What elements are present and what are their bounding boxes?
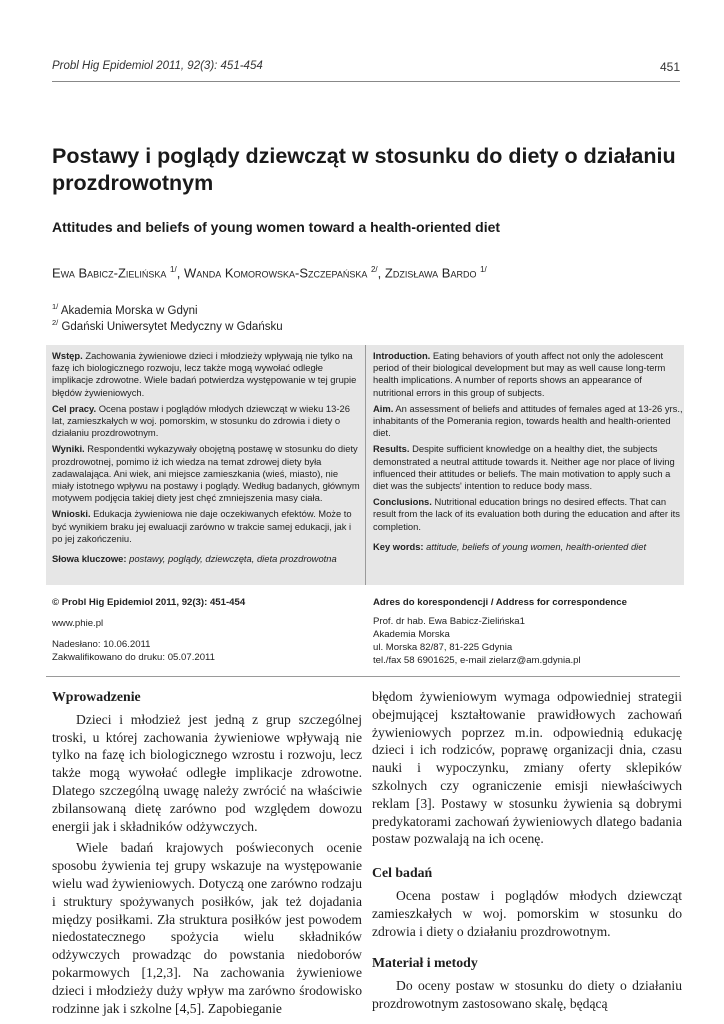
abstract-keywords: [373, 541, 683, 553]
abstract-polish: [52, 350, 362, 569]
section-text: Nutritional education brings no desired effects. That can result from the lack of its evaluation both during the education and after its completion.: [373, 496, 680, 532]
abstract-conclusions: [52, 508, 362, 545]
article-subtitle: Attitudes and beliefs of young women toward a health-oriented diet: [52, 219, 501, 235]
abstract-results: [373, 443, 683, 492]
body-column-right: [372, 688, 682, 1013]
page-number: 451: [659, 60, 680, 74]
section-label: Results.: [373, 443, 410, 455]
section-text: Eating behaviors of youth affect not only the adolescent period of their biological development but may as well cause long-term health implications. A number of reports shows an appearance of nutritional errors in this group of subjects.: [373, 350, 666, 398]
section-text: Respondentki wykazywały obojętną postawę w stosunku do diety prozdrowotnej, pomimo iż ich wiedza na temat zdrowej diety była zadawalająca. Ani wiek, ani miejsce zamieszkania (wieś, miasto), nie miały istotnego wpływu na postawy i poglądy. Według badanych, głównym motywem podjęcia takiej diety jest chęć zmniejszenia masy ciała.: [52, 443, 360, 504]
body-paragraph: Dzieci i młodzież jest jedną z grup szczególnej troski, u której zachowania żywieniowe wpływają nie tylko na fazę ich biologicznego wzrostu i rozwoju, lecz także mogą wywołać odległe implikacje zdrowotne. Dlatego szczególną uwagę należy zwrócić na właściwie zbilansowaną dietę zarówno pod względem dowozu energii jak i składników odżywczych.: [52, 711, 362, 834]
correspondence-line: tel./fax 58 6901625, e-mail zielarz@am.gdynia.pl: [373, 655, 581, 666]
section-label: Słowa kluczowe:: [52, 553, 127, 565]
article-title: Postawy i poglądy dziewcząt w stosunku do diety o działaniu prozdrowotnym: [52, 144, 676, 195]
abstract-aim: [373, 403, 683, 440]
body-paragraph: Ocena postaw i poglądów młodych dziewcząt zamieszkałych w woj. pomorskim w stosunku do zdrowia i diety o działaniu prozdrowotnym.: [372, 887, 682, 939]
affiliation: [52, 302, 198, 317]
website-link[interactable]: www.phie.pl: [52, 618, 104, 629]
correspondence-line: ul. Morska 82/87, 81-225 Gdynia: [373, 642, 513, 653]
affiliation-mark: 2/: [52, 318, 59, 327]
section-label: Wnioski.: [52, 508, 91, 520]
section-label: Introduction.: [373, 350, 431, 361]
abstract-keywords: [52, 553, 362, 565]
abstract-intro: [373, 350, 683, 399]
section-heading-methods: Materiał i metody: [372, 955, 478, 971]
author-name: Zdzisława Bardo: [384, 265, 477, 281]
correspondence-line: Prof. dr hab. Ewa Babicz-Zielińska1: [373, 616, 525, 627]
correspondence-heading: Adres do korespondencji / Address for correspondence: [373, 597, 627, 608]
abstract-results: [52, 443, 362, 504]
section-text: An assessment of beliefs and attitudes of females aged at 13-26 yrs., inhabitants of the Pomerania region, towards health and health-oriented diet.: [373, 402, 683, 439]
body-paragraph: Wiele badań krajowych poświeconych ocenie sposobu żywienia tej grupy wskazuje na występowanie wielu wad żywieniowych. Dotyczą one zarówno rodzaju i struktury spożywanych posiłków, jak też dojadania między posiłkami. Zła struktura posiłków jest powodem niedostatecznego spożycia wielu składników odżywczych prowadząc do powstania niedoborów pokarmowych [1,2,3]. Na zachowania żywieniowe dzieci i młodzieży duży wpływ ma zarówno środowisko rodzinne jak i szkolne [4,5]. Zapobieganie: [52, 840, 362, 1016]
abstract-aim: [52, 403, 362, 440]
publication-info: [52, 596, 352, 664]
accepted-date: Zakwalifikowano do druku: 05.07.2011: [52, 652, 216, 663]
abstract-conclusions: [373, 496, 683, 533]
section-text: Edukacja żywieniowa nie daje oczekiwanych efektów. Może to być wynikiem braku jej ewaluacji zarówno w trakcie samej edukacji, jak i po jej zakończeniu.: [52, 508, 352, 544]
author-affiliation-mark: 2/: [370, 265, 378, 274]
section-label: Conclusions.: [373, 496, 432, 508]
author-list: Ewa Babicz-Zielińska $^{1/}$, Wanda Komorowska-Szczepańska $^{2/}$, Zdzisława Bardo $^{1/}$: [52, 265, 487, 281]
author-affiliation-mark: 1/: [170, 265, 177, 274]
section-label: Cel pracy.: [52, 402, 97, 414]
abstract-divider: [365, 345, 366, 585]
affiliation-mark: 1/: [52, 302, 59, 311]
affiliation-text: Akademia Morska w Gdyni: [60, 304, 198, 317]
journal-citation: Probl Hig Epidemiol 2011, 92(3): 451-454: [52, 60, 263, 72]
received-date: Nadesłano: 10.06.2011: [52, 639, 151, 650]
section-label: Aim.: [373, 402, 394, 414]
abstract-intro: [52, 350, 362, 399]
author-affiliation-mark: 1/: [480, 265, 487, 274]
author-name: Wanda Komorowska-Szczepańska: [183, 265, 368, 281]
author-name: Ewa Babicz-Zielińska: [52, 265, 167, 281]
affiliation-text: Gdański Uniwersytet Medyczny w Gdańsku: [61, 320, 283, 333]
keywords-text: postawy, poglądy, dziewczęta, dieta prozdrowotna: [129, 553, 337, 565]
section-text: Despite sufficient knowledge on a healthy diet, the subjects demonstrated a neutral attitude towards it. Neither age nor place of living influenced their attitudes or beliefs. The main motivation to apply such a diet was the subjects' intention to reduce body mass.: [373, 443, 675, 492]
correspondence-line: Akademia Morska: [373, 629, 450, 640]
section-label: Key words:: [373, 540, 424, 552]
section-heading-introduction: Wprowadzenie: [52, 689, 141, 704]
body-paragraph: Do oceny postaw w stosunku do diety o działaniu prozdrowotnym zastosowano skalę, będącą: [372, 978, 682, 1011]
keywords-text: attitude, beliefs of young women, health-oriented diet: [426, 540, 647, 552]
header-rule: [52, 81, 680, 82]
body-column-left: [52, 688, 362, 1017]
section-text: Zachowania żywieniowe dzieci i młodzieży wpływają nie tylko na fazę ich biologicznego rozwoju, lecz także mogą wywołać odległe implikacje zdrowotne. Wiele badań potwierdza występowanie w tej grupie błędów żywieniowych.: [52, 350, 357, 398]
section-label: Wstęp.: [52, 350, 83, 361]
metadata-rule: [46, 676, 680, 677]
section-label: Wyniki.: [52, 443, 85, 455]
section-heading-aim: Cel badań: [372, 865, 433, 881]
affiliation: [52, 318, 283, 333]
copyright-line: © Probl Hig Epidemiol 2011, 92(3): 451-454: [52, 597, 246, 608]
section-text: Ocena postaw i poglądów młodych dziewcząt w wieku 13-26 lat, zamieszkałych w woj. pomorskim, w stosunku do zdrowia i diety o działaniu prozdrowotnym.: [52, 402, 350, 439]
body-paragraph: błędom żywieniowym wymaga odpowiedniej strategii obejmującej kształtowanie prawidłowych zachowań żywieniowych poprzez m.in. odpowiednią edukację dzieci i ich rodziców, poprawę organizacji dnia, czasu nauki i wypoczynku, zmiany oferty sklepików szkolnych czy ograniczenie emisji niewłaściwych reklam [3]. Postawy w stosunku żywienia są dobrymi predykatorami zachowań żywieniowych dlatego badania postaw pozwalają na ich ocenę.: [372, 689, 682, 847]
correspondence-info: [373, 596, 683, 667]
abstract-english: [373, 350, 683, 557]
